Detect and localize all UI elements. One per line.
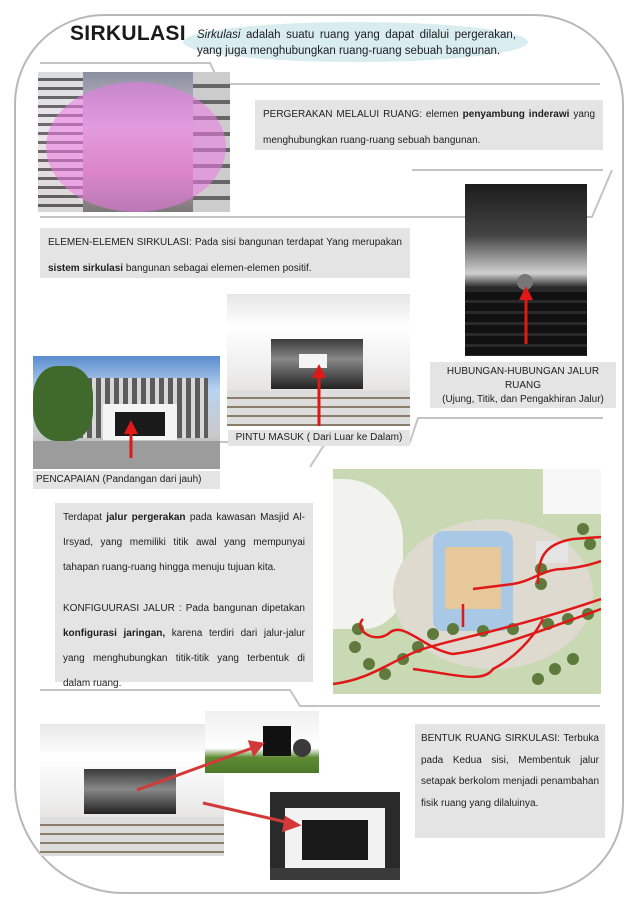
elemen-textbox: ELEMEN-ELEMEN SIRKULASI: Pada sisi bangunan terdapat Yang merupakan sistem sirkulasi bangunan sebagai elemen-elemen positif. [40, 228, 410, 278]
definition-text: adalah suatu ruang yang dapat dilalui pergerakan, yang juga menghubungkan ruang-ruang sebuah bangunan. [197, 29, 516, 57]
pergerakan-textbox: PERGERAKAN MELALUI RUANG: elemen penyambung inderawi yang menghubungkan ruang-ruang sebuah bangunan. [255, 100, 603, 150]
jalur-textbox: Terdapat jalur pergerakan pada kawasan Masjid Al-Irsyad, yang memiliki titik awal yang mempunyai tahapan ruang-ruang hingga menuju tujuan kita. KONFIGUURASI JALUR : Pada bangunan dipetakan konfigurasi jaringan, karena terdiri dari jalur-jalur yang menghubungkan titik-titik yang terbentuk di dalam ruang. [55, 503, 313, 682]
page-title: SIRKULASI [70, 22, 186, 45]
pintu-masuk-caption: PINTU MASUK ( Dari Luar ke Dalam) [228, 430, 410, 446]
pencapaian-caption: PENCAPAIAN (Pandangan dari jauh) [33, 471, 220, 489]
bentuk-textbox: BENTUK RUANG SIRKULASI: Terbuka pada Kedua sisi, Membentuk jalur setapak berkolom menjadi penambahan fisik ruang yang dilaluinya. [415, 724, 605, 838]
hubungan-caption: HUBUNGAN-HUBUNGAN JALUR RUANG (Ujung, Titik, dan Pengakhiran Jalur) [430, 362, 616, 408]
definition-term: Sirkulasi [197, 29, 241, 41]
